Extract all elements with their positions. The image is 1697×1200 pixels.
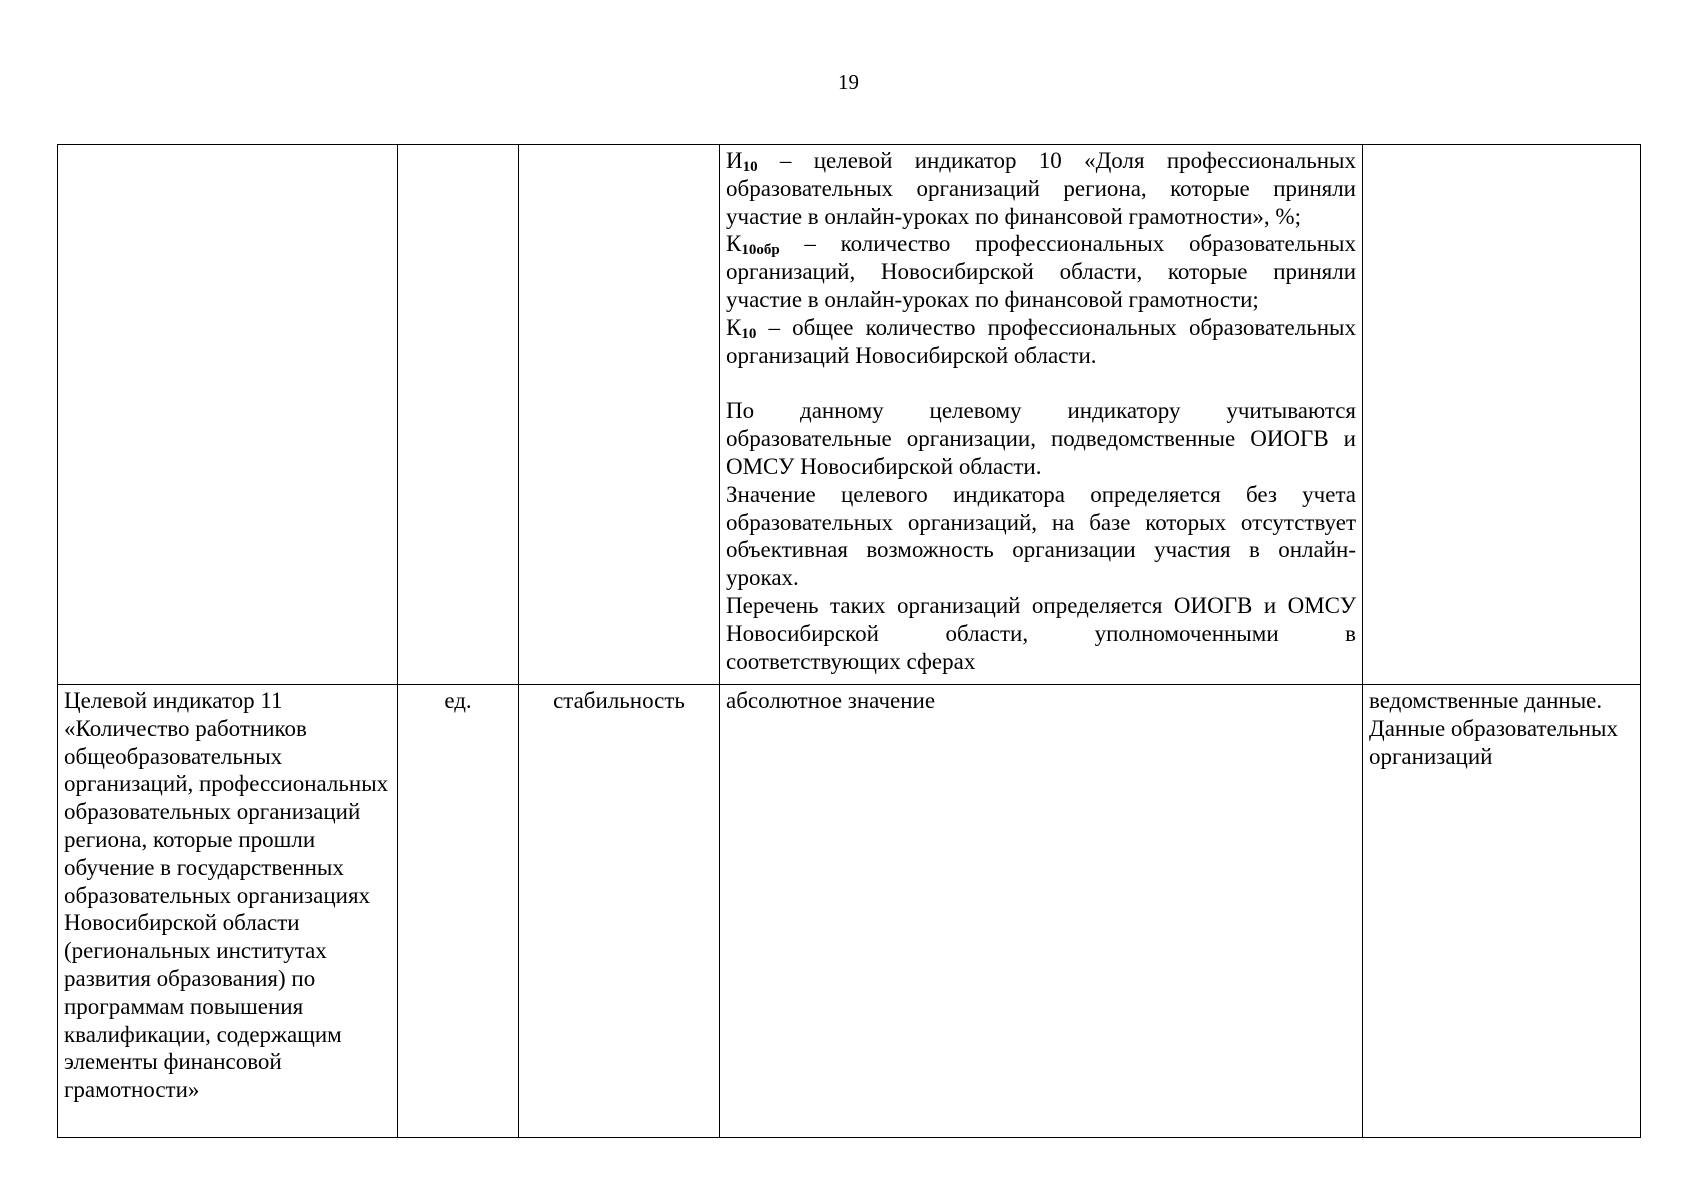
source-cell: ведомственные данные. Данные образовательных организаций: [1363, 685, 1641, 1138]
note-paragraph: По данному целевому индикатору учитываются образовательные организации, подведомственные ОИОГВ и ОМСУ Новосибирской области.: [726, 398, 1356, 479]
symbol-subscript: 10: [741, 325, 757, 342]
trend-cell: стабильность: [519, 685, 720, 1138]
page-number: 19: [838, 70, 859, 94]
method-cell: абсолютное значение: [720, 685, 1363, 1138]
symbol-k: К: [726, 314, 742, 340]
trend-cell: [519, 145, 720, 685]
formula-term-k10: [726, 314, 1356, 370]
symbol-i: И: [726, 148, 743, 173]
symbol-k: К: [726, 231, 742, 257]
note-paragraph: Перечень таких организаций определяется ОИОГВ и ОМСУ Новосибирской области, уполномоченными в: [726, 592, 1356, 646]
unit-cell: ед.: [398, 685, 519, 1138]
term-description: – количество профессиональных образовательных организаций, Новосибирской области, которые приняли участие в онлайн-уроках по финансовой грамотности;: [726, 231, 1356, 312]
table-row: [58, 145, 1641, 685]
note-paragraph-end: соответствующих сферах: [726, 648, 976, 674]
symbol-subscript: 10: [742, 159, 758, 175]
formula-term-k10obr: [726, 230, 1356, 313]
unit-cell: [398, 145, 519, 685]
indicators-table: [57, 144, 1641, 1138]
term-description: – целевой индикатор 10 «Доля профессиональных образовательных организаций региона, которые приняли участие в онлайн-уроках по финансовой грамотности», %;: [726, 148, 1356, 229]
term-description: – общее количество профессиональных образовательных организаций Новосибирской области.: [726, 314, 1356, 368]
method-cell: [720, 145, 1363, 685]
formula-term-i10: [726, 147, 1356, 230]
indicator-cell: [58, 145, 398, 685]
symbol-subscript: 10обр: [741, 242, 780, 259]
note-paragraph: Значение целевого индикатора определяется без учета образовательных организаций, на базе которых отсутствует объективная возможность организации участия в онлайн-уроках.: [726, 481, 1356, 591]
source-cell: [1363, 145, 1641, 685]
table-row: [58, 685, 1641, 1138]
indicator-cell: Целевой индикатор 11 «Количество работников общеобразовательных организаций, профессиональных образовательных организаций региона, которые прошли обучение в государственных образовательных организациях Новосибирской области (региональных институтах развития образования) по программам повышения квалификации, содержащим элементы финансовой грамотности»: [58, 685, 398, 1138]
